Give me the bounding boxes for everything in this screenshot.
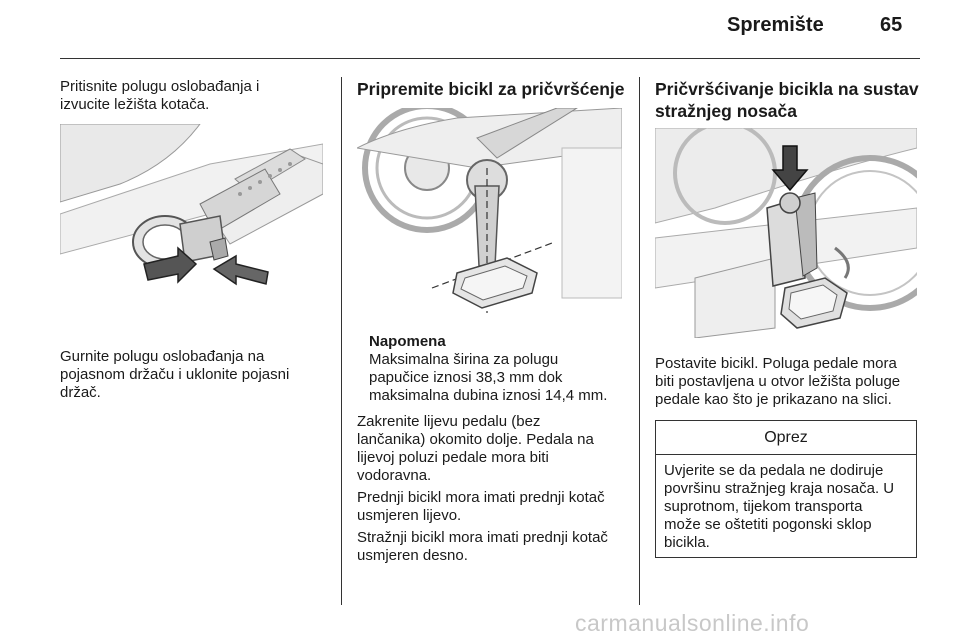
col1-release-text: Gurnite polugu oslobađanja na pojasnom držaču i uklonite pojasni držač. [60, 348, 290, 401]
caution-box [655, 420, 917, 558]
release-lever-pull-icon [60, 124, 323, 334]
col2-heading: Pripremite bicikl za pričvršćenje [357, 79, 625, 99]
col3-heading: Pričvršćivanje bicikla na sustav stražnjeg nosača [655, 79, 919, 121]
col2-para1: Zakrenite lijevu pedalu (bez lančanika) okomito dolje. Pedala na lijevoj poluzi pedale mora biti vodoravna. [357, 413, 594, 484]
note-block: Napomena Maksimalna širina za polugu papučice iznosi 38,3 mm dok maksimalna dubina iznosi 14,4 mm. [369, 333, 608, 404]
vertical-pedal-illustration [357, 108, 622, 320]
release-lever-illustration [60, 124, 323, 334]
caution-title: Oprez [656, 421, 916, 455]
page-title: Spremište [727, 14, 824, 36]
vertical-pedal-icon [357, 108, 622, 320]
watermark: carmanualsonline.info [575, 610, 810, 636]
page-number: 65 [880, 14, 903, 36]
header-divider [60, 58, 920, 59]
pedal-in-holder-icon [655, 128, 917, 338]
col3-para1: Postavite bicikl. Poluga pedale mora biti postavljena u otvor ležišta poluge pedale kao što je prikazano na slici. [655, 355, 901, 408]
column-divider-1 [341, 77, 342, 605]
col2-para3: Stražnji bicikl mora imati prednji kotač usmjeren desno. [357, 529, 608, 564]
col1-intro-text: Pritisnite polugu oslobađanja i izvucite ležišta kotača. [60, 78, 260, 113]
caution-text: Uvjerite se da pedala ne dodiruje površinu stražnjeg kraja nosača. U suprotnom, tijekom transporta može se oštetiti pogonski sklop bicikla. [664, 462, 895, 551]
note-title: Napomena [369, 333, 446, 350]
pedal-holder-illustration [655, 128, 917, 338]
col2-para2: Prednji bicikl mora imati prednji kotač usmjeren lijevo. [357, 489, 605, 524]
column-divider-2 [639, 77, 640, 605]
